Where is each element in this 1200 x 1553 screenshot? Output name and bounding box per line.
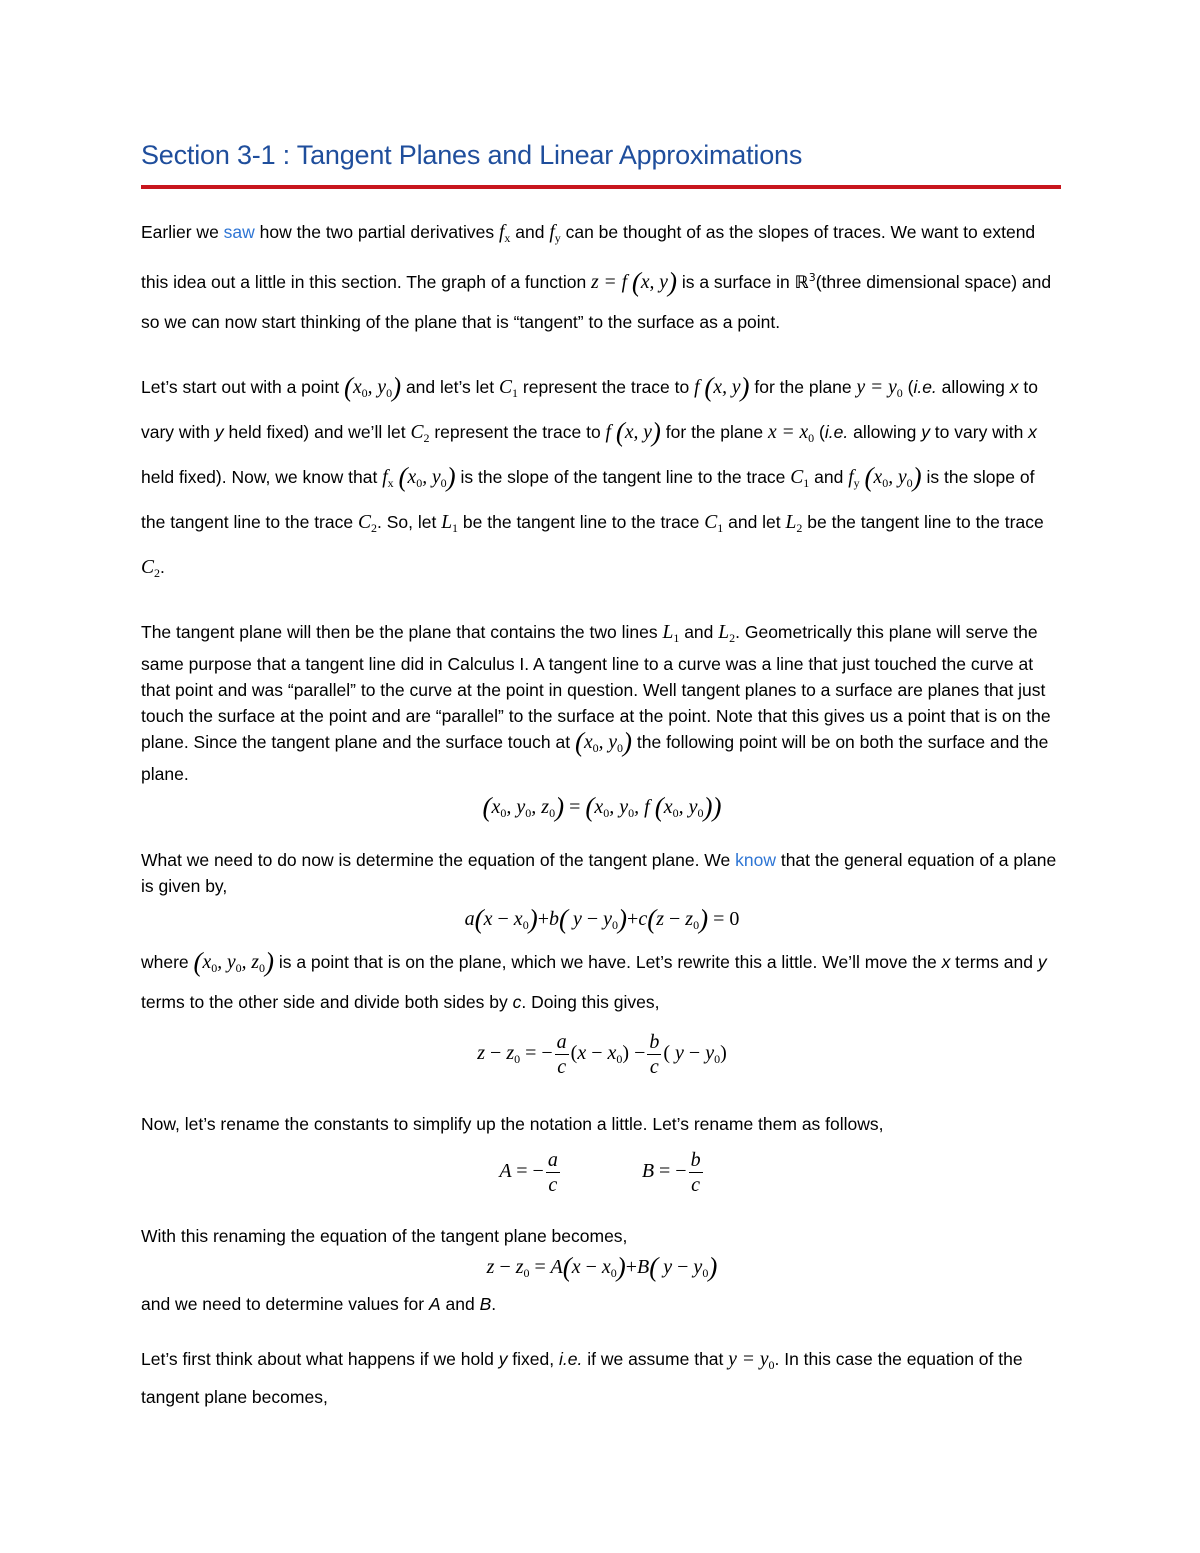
- equation-general-plane: $a(x - x_0)+b$( $y - y_0)+c(z - z_0) = 0$: [464, 903, 740, 934]
- math-x-eq-x0: $x = x_0$: [767, 421, 815, 445]
- know-link[interactable]: know: [735, 849, 776, 870]
- math-fy-at-point: $f_y$ ($x_0$, $y_0$): [848, 461, 922, 492]
- title-underline: [141, 185, 1061, 189]
- math-fx-at-point: $f_x$ ($x_0$, $y_0$): [382, 461, 456, 492]
- paragraph-hold-y: Let’s first think about what happens if we hold y fixed, i.e. if we assume that $y = y_0$. In this case the equation of the tangent plane becomes,: [141, 1348, 1023, 1407]
- math-c1-c: $C_1$: [704, 511, 724, 535]
- paragraph-rewrite: where ($x_0$, $y_0$, $z_0$) is a point that is on the plane, which we have. Let’s rewrite this a little. We’ll move the x terms and y terms to the other side and divide both sides by c. Doing this gives,: [141, 946, 1047, 1012]
- equation-rewritten: $z - z_0$ = − $\frac{a}{c}$ $(x - x_0)$ − $\frac{b}{c}$ ( $y - y_0$): [477, 1030, 727, 1078]
- math-c2-b: $C_2$: [357, 511, 377, 535]
- math-fy: $f_y$: [549, 222, 561, 245]
- math-r3: ℝ$^3$: [794, 271, 816, 293]
- paragraph-plane-equation: What we need to do now is determine the equation of the tangent plane. We know that the general equation of a plane is given by,: [141, 849, 1057, 896]
- math-l2-b: $L_2$: [718, 621, 736, 645]
- paragraph-traces: Let’s start out with a point ($x_0$, $y_0$) and let’s let $C_1$ represent the trace to f (x, y) for the plane $y = y_0$ (i.e. allowing x to vary with y held fixed) and we’ll let $C_2$ represent the trace to f (x, y) for the plane $x = x_0$ (i.e. allowing y to vary with x held fixed). Now, we know that $f_x$ ($x_0$, $y_0$) is the slope of the tangent line to the trace $C_1$ and $f_y$ ($x_0$, $y_0$) is the slope of the tangent line to the trace $C_2$. So, let $L_1$ be the tangent line to the trace $C_1$ and let $L_2$ be the tangent line to the trace $C_2$.: [141, 371, 1044, 580]
- math-c1-b: $C_1$: [790, 466, 810, 490]
- paragraph-intro: Earlier we saw how the two partial derivatives $f_x$ and $f_y$ can be thought of as the slopes of traces. We want to extend this idea out a little in this section. The graph of a function z = f (x, y) is a surface in ℝ$^3$(three dimensional space) and so we can now start thinking of the plane that is “tangent” to the surface as a point.: [141, 222, 1052, 332]
- math-l1-b: $L_1$: [662, 621, 680, 645]
- math-c1: $C_1$: [499, 376, 519, 400]
- section-title: Section 3-1 : Tangent Planes and Linear Approximations: [141, 140, 803, 170]
- paragraph-renaming: With this renaming the equation of the tangent plane becomes,: [141, 1225, 628, 1246]
- math-y-eq-y0: $y = y_0$: [856, 376, 903, 400]
- math-y-eq-y0-b: $y = y_0$: [728, 1348, 775, 1372]
- math-fxy-2: f (x, y): [605, 416, 661, 447]
- saw-link[interactable]: saw: [223, 222, 255, 242]
- equation-tangent-plane: $z - z_0 = A(x - x_0)+B$( $y - y_0$): [486, 1251, 718, 1282]
- math-touch-point: ($x_0$, $y_0$): [574, 726, 632, 757]
- math-point: ($x_0$, $y_0$): [344, 371, 402, 402]
- math-c2: $C_2$: [410, 421, 430, 445]
- math-function: z = f (x, y): [591, 266, 677, 297]
- document-body: [141, 213, 1063, 1413]
- paragraph-determine: and we need to determine values for A and B.: [141, 1293, 497, 1314]
- math-l2: $L_2$: [785, 511, 803, 535]
- paragraph-rename: Now, let’s rename the constants to simplify up the notation a little. Let’s rename them as follows,: [141, 1113, 884, 1134]
- math-fx: $f_x$: [498, 222, 511, 245]
- math-fxy: f (x, y): [694, 371, 750, 402]
- equation-constants: A = − $\frac{a}{c}$ B = − $\frac{b}{c}$: [499, 1148, 701, 1196]
- math-c2-c: $C_2$: [141, 556, 161, 580]
- equation-point-on-surface: ($x_0$, $y_0$, $z_0) = (x_0$, $y_0$, f ($x_0$, $y_0$)): [482, 791, 722, 822]
- math-point-3d: ($x_0$, $y_0$, $z_0$): [193, 946, 274, 977]
- paragraph-tangent-plane: The tangent plane will then be the plane that contains the two lines $L_1$ and $L_2$. Geometrically this plane will serve the same purpose that a tangent line did in Calculus I. A tangent line to a curve was a line that just touched the curve at that point and was “parallel” to the curve at the point in question. Well tangent planes to a surface are planes that just touch the surface at the point and are “parallel” to the surface at the point. Note that this gives us a point that is on the plane. Since the tangent plane and the surface touch at ($x_0$, $y_0$) the following point will be on both the surface and the plane.: [141, 621, 1051, 784]
- math-l1: $L_1$: [441, 511, 459, 535]
